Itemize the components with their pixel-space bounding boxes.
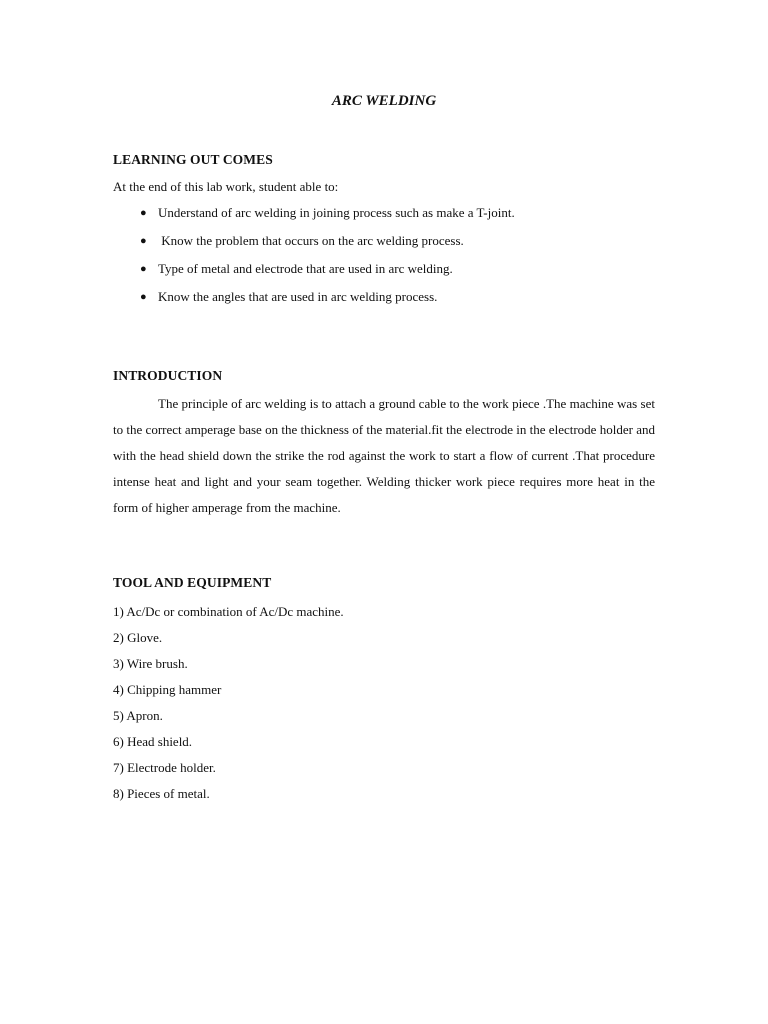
list-item [0, 287, 768, 315]
introduction-paragraph: The principle of arc welding is to attach a ground cable to the work piece .The machine was set to the correct amperage base on the thickness of the material.fit the electrode in the electrode holder and with the head shield down the strike the rod against the work to start a flow of current .That procedure intense heat and light and your seam together. Welding thicker work piece requires more heat in the form of higher amperage from the machine. [113, 396, 655, 515]
bullet-icon: ● [140, 291, 147, 303]
tools-list [113, 599, 344, 807]
list-item: 5) Apron. [113, 708, 163, 723]
list-item: 7) Electrode holder. [113, 760, 216, 775]
list-item [0, 231, 768, 259]
list-item-text: Know the angles that are used in arc welding process. [158, 289, 438, 304]
list-item: 6) Head shield. [113, 734, 193, 749]
document-title: ARC WELDING [331, 93, 437, 109]
introduction-heading: INTRODUCTION [113, 368, 223, 383]
list-item-text: Type of metal and electrode that are used in arc welding. [158, 261, 453, 276]
list-item: 8) Pieces of metal. [113, 786, 210, 801]
learning-outcomes-list [0, 203, 768, 315]
list-item: 1) Ac/Dc or combination of Ac/Dc machine. [113, 604, 344, 619]
learning-outcomes-heading: LEARNING OUT COMES [113, 152, 273, 167]
list-item: 2) Glove. [113, 630, 163, 645]
list-item [0, 259, 768, 287]
list-item-text: Know the problem that occurs on the arc welding process. [158, 233, 464, 248]
list-item-text: Understand of arc welding in joining process such as make a T-joint. [158, 205, 515, 220]
bullet-icon: ● [140, 263, 147, 275]
bullet-icon: ● [140, 235, 147, 247]
list-item: 4) Chipping hammer [113, 682, 222, 697]
list-item: 3) Wire brush. [113, 656, 188, 671]
list-item [0, 203, 768, 231]
tools-heading: TOOL AND EQUIPMENT [113, 575, 272, 590]
learning-outcomes-intro: At the end of this lab work, student able to: [113, 179, 339, 194]
bullet-icon: ● [140, 207, 147, 219]
